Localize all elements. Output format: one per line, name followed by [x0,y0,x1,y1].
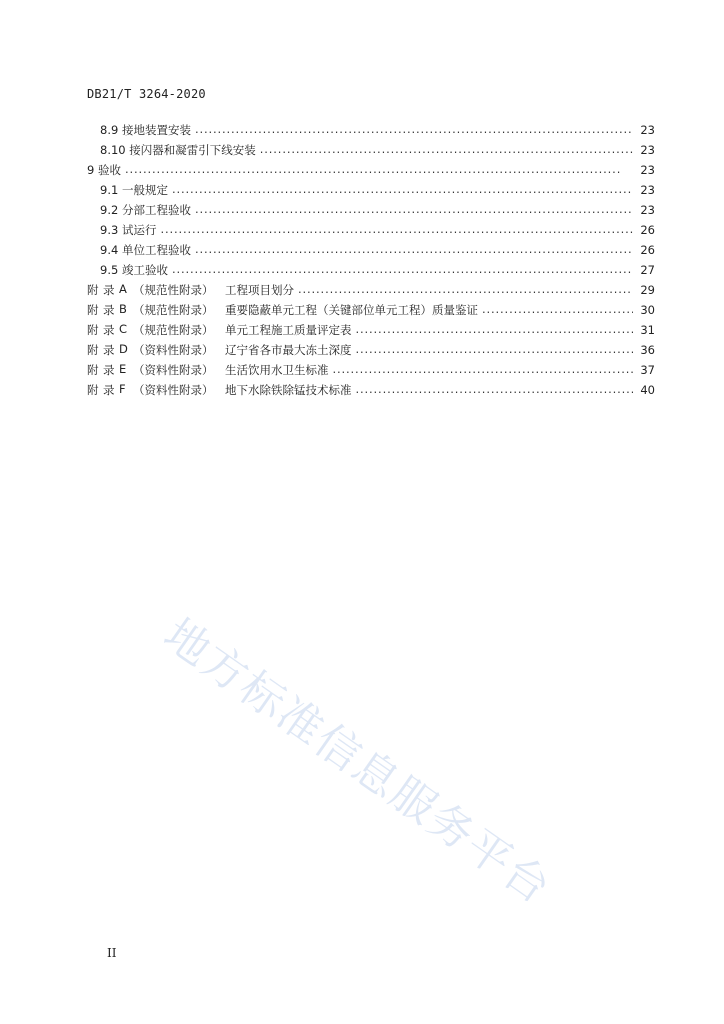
toc-entry-page: 27 [633,263,655,277]
appendix-title: 重要隐蔽单元工程（关键部位单元工程）质量鉴证 [225,303,478,317]
appendix-word-fu: 附 [87,343,99,357]
appendix-word-fu: 附 [87,303,99,317]
leader-dots [195,240,633,260]
appendix-kind: （资料性附录） [133,383,214,397]
toc-row[interactable] [87,120,655,140]
toc-entry-label: 9.1 一般规定 [100,182,172,198]
appendix-page: 29 [633,283,655,297]
leader-dots [482,300,633,320]
appendix-letter: A [119,282,127,296]
appendix-word-lu: 录 [103,323,115,337]
toc-entry-label: 8.10 接闪器和凝雷引下线安装 [100,142,260,158]
toc-row[interactable] [87,220,655,240]
leader-dots [260,140,633,160]
toc-entry-label: 9.3 试运行 [100,222,160,238]
appendix-word-lu: 录 [103,303,115,317]
appendix-row[interactable] [87,360,655,380]
appendix-letter: F [119,382,126,396]
toc-row[interactable] [87,180,655,200]
appendix-word-fu: 附 [87,383,99,397]
toc-entry-label: 9.4 单位工程验收 [100,242,195,258]
leader-dots [195,120,633,140]
appendix-label [87,382,356,398]
appendix-title: 辽宁省各市最大冻土深度 [225,343,352,357]
appendix-letter: D [119,342,128,356]
toc-entry-page: 23 [633,183,655,197]
appendix-label [87,342,356,358]
appendix-row[interactable] [87,320,655,340]
leader-dots [172,260,633,280]
toc-row[interactable] [87,160,655,180]
toc-entry-page: 23 [633,163,655,177]
appendix-kind: （规范性附录） [133,283,214,297]
toc-entry-label: 9.2 分部工程验收 [100,202,195,218]
toc-entry-page: 26 [633,223,655,237]
leader-dots [298,280,633,300]
appendix-label [87,302,482,318]
toc-entry-page: 26 [633,243,655,257]
toc-entry-label: 9.5 竣工验收 [100,262,172,278]
appendix-kind: （资料性附录） [133,343,214,357]
leader-dots [160,220,633,240]
table-of-contents [87,120,655,400]
toc-row[interactable] [87,140,655,160]
toc-entry-page: 23 [633,123,655,137]
appendix-page: 30 [633,303,655,317]
leader-dots [333,360,634,380]
appendix-page: 40 [633,383,655,397]
appendix-title: 地下水除铁除锰技术标准 [225,383,352,397]
appendix-word-fu: 附 [87,323,99,337]
document-code: DB21/T 3264-2020 [87,87,206,101]
appendix-kind: （规范性附录） [133,303,214,317]
appendix-word-fu: 附 [87,363,99,377]
watermark-text: 地方标准信息服务平台 [154,609,561,915]
appendix-page: 37 [633,363,655,377]
toc-row[interactable] [87,240,655,260]
leader-dots [125,160,633,180]
leader-dots [172,180,633,200]
appendix-word-fu: 附 [87,283,99,297]
appendix-title: 工程项目划分 [225,283,294,297]
appendix-title: 生活饮用水卫生标准 [225,363,329,377]
appendix-row[interactable] [87,380,655,400]
appendix-row[interactable] [87,280,655,300]
appendix-row[interactable] [87,340,655,360]
toc-entry-label: 8.9 接地装置安装 [100,122,195,138]
toc-entry-page: 23 [633,143,655,157]
appendix-row[interactable] [87,300,655,320]
leader-dots [356,380,634,400]
appendix-word-lu: 录 [103,283,115,297]
leader-dots [195,200,633,220]
appendix-label [87,282,298,298]
appendix-word-lu: 录 [103,343,115,357]
toc-entry-label: 9 验收 [87,162,125,178]
appendix-kind: （资料性附录） [133,363,214,377]
leader-dots [356,340,634,360]
appendix-letter: B [119,302,127,316]
toc-row[interactable] [87,260,655,280]
appendix-letter: C [119,322,128,336]
appendix-letter: E [119,362,127,376]
appendix-word-lu: 录 [103,363,115,377]
appendix-word-lu: 录 [103,383,115,397]
appendix-label [87,322,356,338]
appendix-label [87,362,333,378]
toc-row[interactable] [87,200,655,220]
appendix-page: 36 [633,343,655,357]
toc-entry-page: 23 [633,203,655,217]
page-number: II [107,946,117,960]
appendix-title: 单元工程施工质量评定表 [225,323,352,337]
appendix-kind: （规范性附录） [133,323,214,337]
appendix-page: 31 [633,323,655,337]
leader-dots [356,320,634,340]
